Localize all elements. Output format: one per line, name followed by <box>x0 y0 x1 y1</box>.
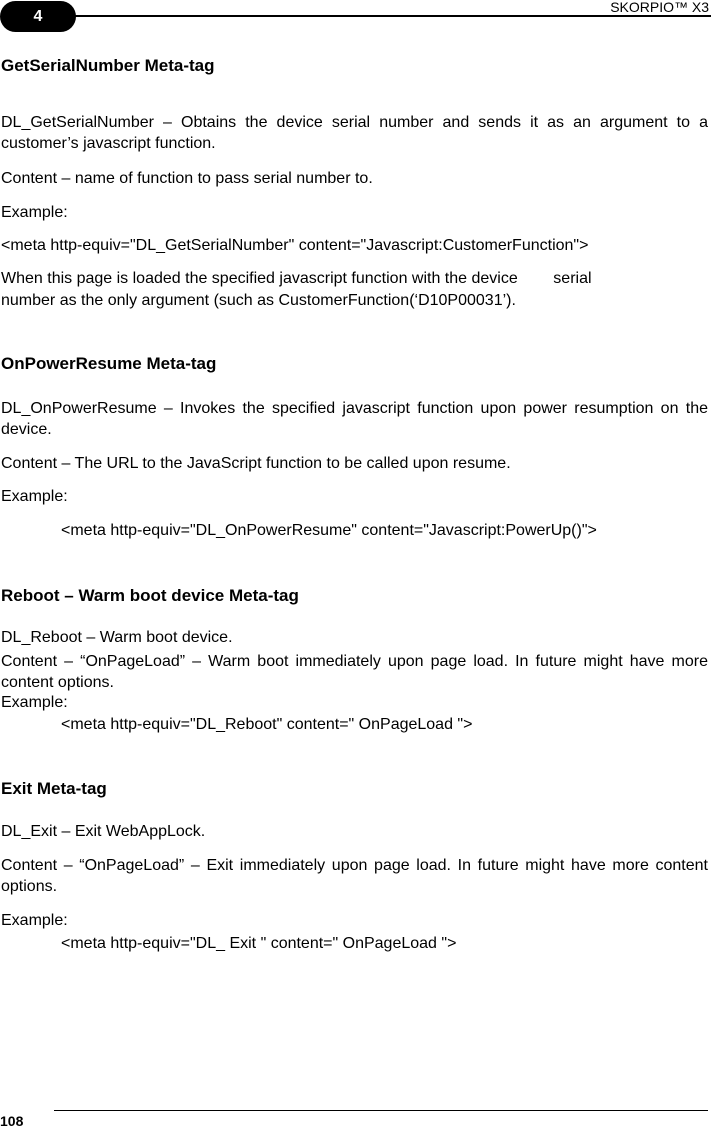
footer-rule <box>54 1110 708 1111</box>
exit-example-label: Example: <box>1 912 68 929</box>
serial-note-line1: When this page is loaded the specified javascript function with the device serial <box>1 270 592 287</box>
serial-example-label: Example: <box>1 204 68 221</box>
exit-code: <meta http-equiv="DL_ Exit " content=" OnPageLoad "> <box>61 935 457 952</box>
serial-content: Content – name of function to pass serial number to. <box>1 170 373 187</box>
exit-description: DL_Exit – Exit WebAppLock. <box>1 823 206 840</box>
reboot-code: <meta http-equiv="DL_Reboot" content=" OnPageLoad "> <box>61 716 473 733</box>
header-rule <box>40 15 711 17</box>
serial-description: DL_GetSerialNumber – Obtains the device serial number and sends it as an argument to a customer’s javascript function. <box>1 114 708 152</box>
power-code: <meta http-equiv="DL_OnPowerResume" content="Javascript:PowerUp()"> <box>61 522 597 539</box>
power-description: DL_OnPowerResume – Invokes the specified javascript function upon power resumption on the device. <box>1 400 708 438</box>
page-number: 108 <box>0 1113 24 1129</box>
power-content: Content – The URL to the JavaScript function to be called upon resume. <box>1 455 511 472</box>
reboot-description: DL_Reboot – Warm boot device. <box>1 629 233 646</box>
reboot-heading: Reboot – Warm boot device Meta-tag <box>1 586 299 605</box>
reboot-content: Content – “OnPageLoad” – Warm boot immediately upon page load. In future might have more content options. <box>1 653 708 691</box>
serial-heading: GetSerialNumber Meta-tag <box>1 56 215 75</box>
power-heading: OnPowerResume Meta-tag <box>1 354 217 373</box>
product-name: SKORPIO™ X3 <box>610 0 709 15</box>
exit-heading: Exit Meta-tag <box>1 779 107 798</box>
power-example-label: Example: <box>1 488 68 505</box>
chapter-badge: 4 <box>0 1 76 32</box>
exit-content: Content – “OnPageLoad” – Exit immediately upon page load. In future might have more content options. <box>1 857 708 895</box>
reboot-example-label: Example: <box>1 694 68 711</box>
serial-note-line2: number as the only argument (such as CustomerFunction(‘D10P00031’). <box>1 292 516 309</box>
serial-code: <meta http-equiv="DL_GetSerialNumber" content="Javascript:CustomerFunction"> <box>1 237 589 254</box>
